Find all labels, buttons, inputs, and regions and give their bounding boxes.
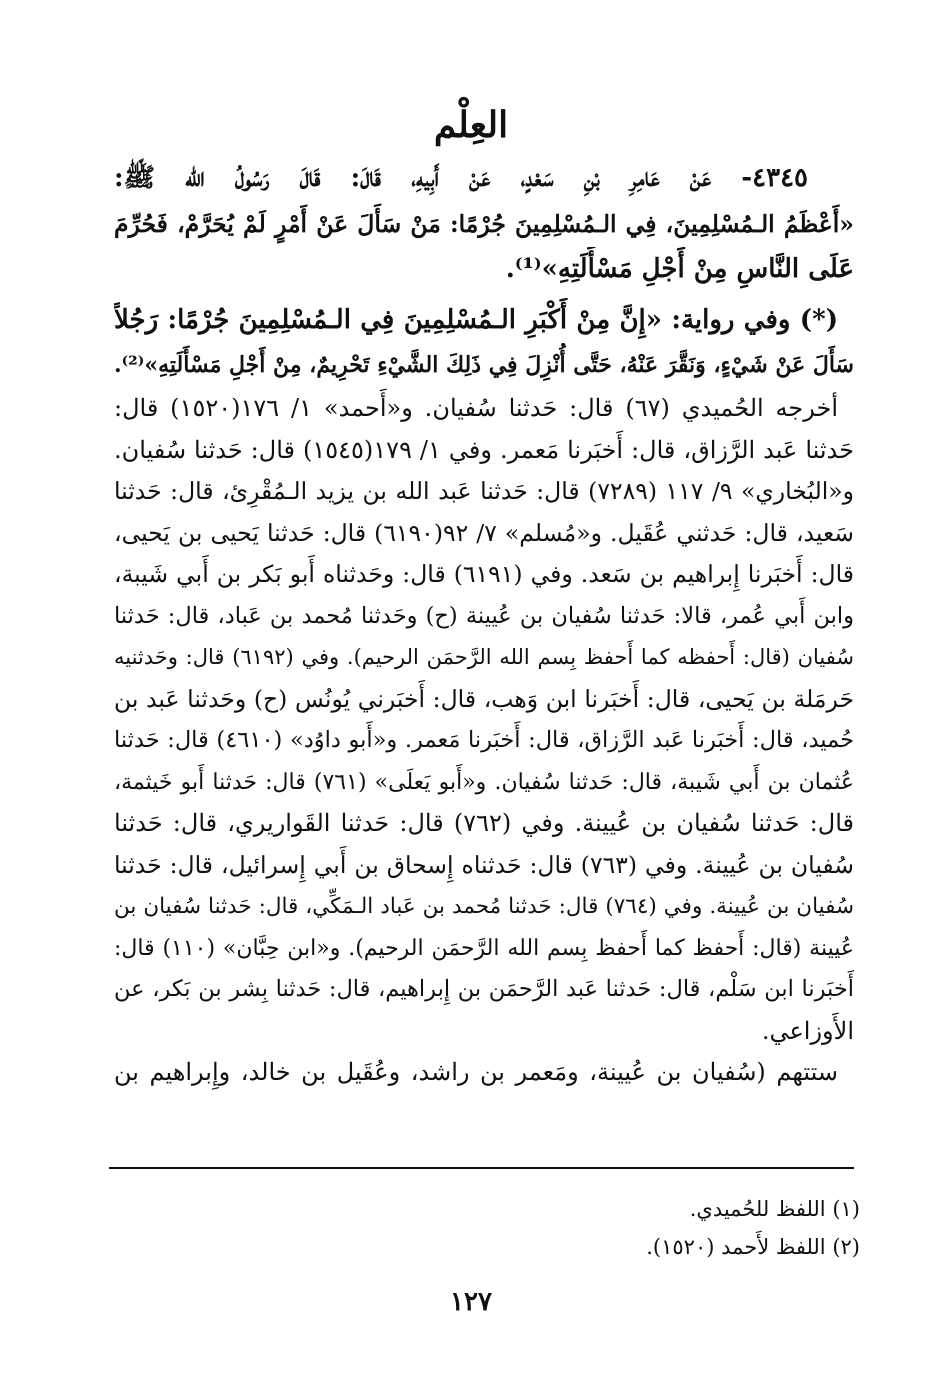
riwaya-line: سَأَلَ عَنْ شَيْءٍ، وَنَقَّرَ عَنْهُ، حَتَّى أُنْزِلَ فِي ذَلِكَ الشَّيْءِ تَحْرِيمٌ، مِنْ أَجْلِ مَسْأَلَتِهِ»⁽²⁾. (114, 352, 854, 378)
takhrij-line: سَعيد، قال: حَدثني عُقَيل. و«مُسلم» ٧/ ٩٢(٦١٩٠) قال: حَدثنا يَحيى بن يَحيى، (114, 518, 854, 547)
takhrij-text (114, 388, 854, 1094)
footnotes (120, 1190, 860, 1266)
footnote-item: (١) اللفظ للحُميدي. (689, 1197, 860, 1221)
hadith-line: عَلَى النَّاسِ مِنْ أَجْلِ مَسْأَلَتِهِ»⁽¹⁾. (505, 254, 854, 284)
takhrij-line: حَدثنا عَبد الرَّزاق، قال: أَخبَرنا مَعمر. وفي ١/ ١٧٩(١٥٤٥) قال: حَدثنا سُفيان. (114, 435, 854, 464)
takhrij-line: حَرمَلة بن يَحيى، قال: أَخبَرنا ابن وَهب، قال: أَخبَرني يُونُس (ح) وحَدثنا عَبد بن (114, 684, 854, 713)
hadith-line: «أَعْظَمُ الـمُسْلِمِينَ، فِي الـمُسْلِمِينَ جُرْمًا: مَنْ سَأَلَ عَنْ أَمْرٍ لَمْ يُحَرَّمْ، فَحُرِّمَ (114, 210, 854, 238)
riwaya-line: (*) وفي رواية: «إِنَّ مِنْ أَكْبَرِ الـمُسْلِمِينَ فِي الـمُسْلِمِينَ جُرْمًا: رَجُلاً (114, 305, 838, 335)
takhrij-line: قال: حَدثنا سُفيان بن عُيينة. وفي (٧٦٢) قال: حَدثنا القَواريري، قال: حَدثنا (114, 809, 854, 837)
takhrij-line: عُيينة (قال: أَحفظ كما أَحفظ بِسم الله الرَّحمَن الرحيم). و«ابن حِبَّان» (١١٠) قال: (114, 935, 854, 961)
footnote-separator (109, 1167, 854, 1169)
takhrij-line: و«البُخاري» ٩/ ١١٧ (٧٢٨٩) قال: حَدثنا عَبد الله بن يزيد الـمُقْرِئ، قال: حَدثنا (114, 477, 854, 505)
main-text (114, 155, 854, 1094)
takhrij-line: حُميد، قال: أَخبَرنا عَبد الرَّزاق، قال: أَخبَرنا مَعمر. و«أَبو داوُد» (٤٦١٠) قال: حَدثنا (114, 727, 854, 753)
page-number: ١٢٧ (450, 1287, 492, 1317)
takhrij-line: وابن أَبي عُمر، قالا: حَدثنا سُفيان بن عُيينة (ح) وحَدثنا مُحمد بن عَباد، قال: حَدثنا (114, 602, 854, 629)
takhrij-line: سُفيان بن عُيينة. وفي (٧٦٤) قال: حَدثنا مُحمد بن عَباد الـمَكِّي، قال: حَدثنا سُفيان بن (114, 894, 854, 919)
takhrij-line: سُفيان بن عُيينة. وفي (٧٦٣) قال: حَدثناه إِسحاق بن أَبي إِسرائيل، قال: حَدثنا (114, 850, 854, 879)
hadith-line: ٤٣٤٥- عَنْ عَامِرِ بْنِ سَعْدٍ، عَنْ أَبِيهِ، قَالَ: قَالَ رَسُولُ الله ﷺ: (114, 163, 808, 193)
chapter-title: العِلْم (433, 104, 509, 146)
footnote-item: (٢) اللفظ لأَحمد (١٥٢٠). (646, 1235, 860, 1259)
hadith-text (114, 155, 854, 292)
takhrij-line: أخرجه الحُميدي (٦٧) قال: حَدثنا سُفيان. و«أَحمد» ١/ ١٧٦(١٥٢٠) قال: (114, 394, 839, 422)
takhrij-line: أَخبَرنا ابن سَلْم، قال: حَدثنا عَبد الرَّحمَن بن إِبراهيم، قال: حَدثنا بِشر بن بَكر، عن (114, 976, 854, 1002)
riwaya-text (114, 298, 854, 388)
takhrij-line: قال: أَخبَرنا إِبراهيم بن سَعد. وفي (٦١٩١) قال: وحَدثناه أَبو بَكر بن أَبي شَيبة، (114, 560, 854, 588)
takhrij-line: سُفيان (قال: أَحفظه كما أَحفظ بِسم الله الرَّحمَن الرحيم). وفي (٦١٩٢) قال: وحَدثنيه (114, 645, 854, 669)
sitta-line: ستتهم (سُفيان بن عُيينة، ومَعمر بن راشد، وعُقَيل بن خالد، وإِبراهيم بن (114, 1058, 839, 1086)
takhrij-line: الأَوزاعي. (761, 1016, 854, 1045)
takhrij-line: عُثمان بن أَبي شَيبة، قال: حَدثنا سُفيان. و«أَبو يَعلَى» (٧٦١) قال: حَدثنا أَبو خَيثمة، (114, 769, 854, 795)
